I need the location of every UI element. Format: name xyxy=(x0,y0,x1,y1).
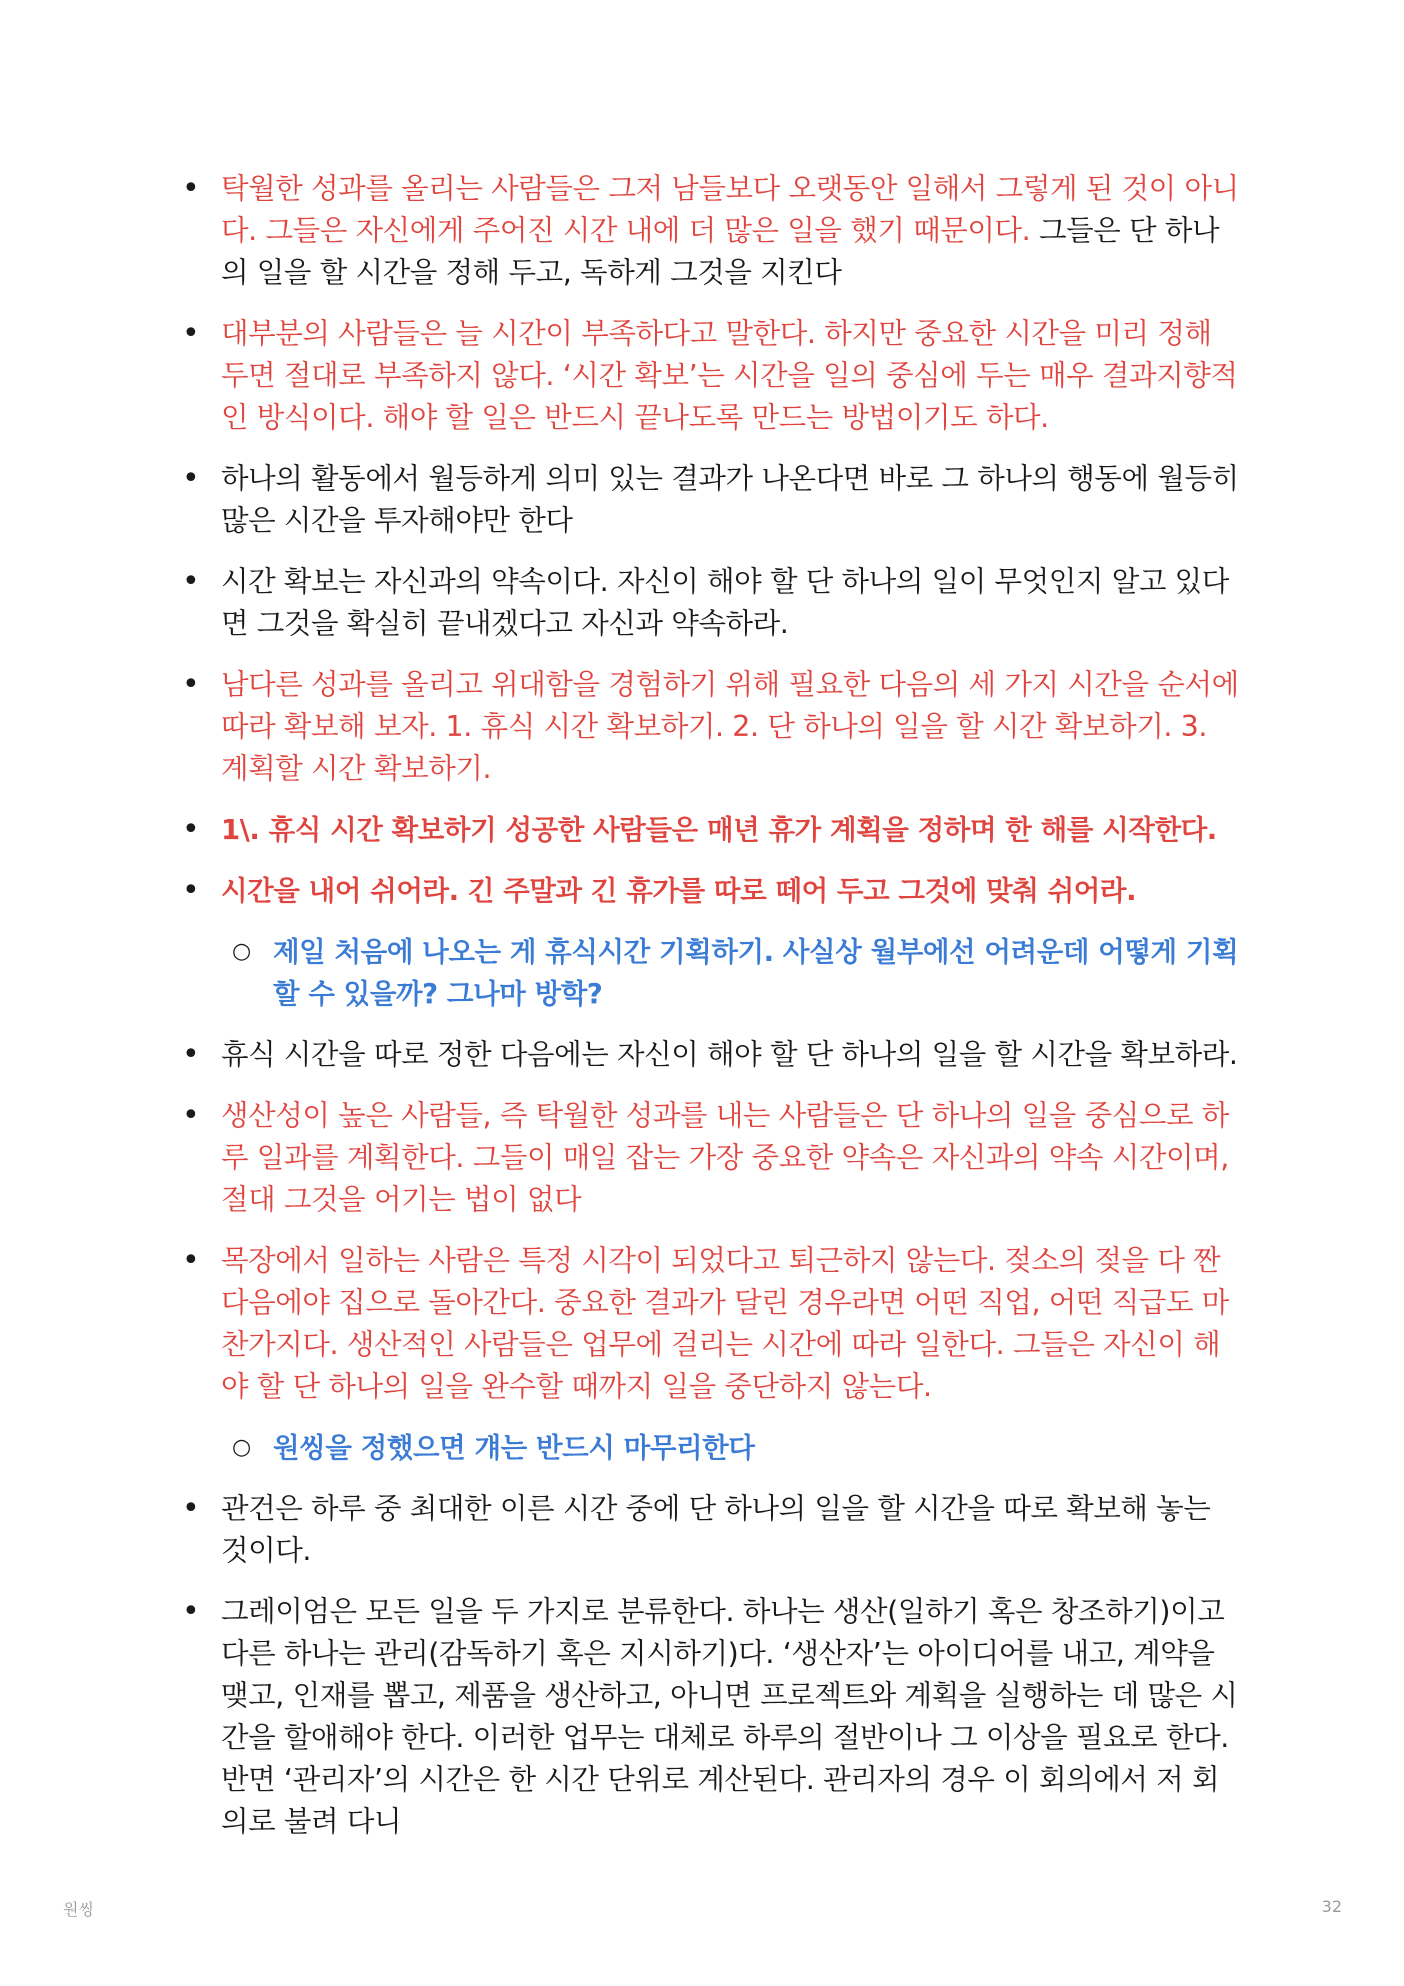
list-item xyxy=(180,809,1240,851)
bullet-icon: • xyxy=(182,1491,200,1526)
text-segment: 관건은 하루 중 최대한 이른 시간 중에 단 하나의 일을 할 시간을 따로 확보해 놓는 것이다. xyxy=(221,1492,1211,1567)
text-segment: 원씽을 정했으면 걔는 반드시 마무리한다 xyxy=(273,1432,755,1464)
list-item xyxy=(180,1034,1240,1076)
text-segment: 하나의 활동에서 월등하게 의미 있는 결과가 나온다면 바로 그 하나의 행동에 월등히 많은 시간을 투자해야만 한다 xyxy=(221,462,1239,537)
sub-list-item xyxy=(180,1427,1240,1469)
text-segment: 시간 확보는 자신과의 약속이다. 자신이 해야 할 단 하나의 일이 무엇인지 알고 있다면 그것을 확실히 끝내겠다고 자신과 약속하라. xyxy=(221,565,1229,640)
bullet-icon: • xyxy=(182,564,200,599)
circle-bullet-icon: ○ xyxy=(232,1435,251,1460)
bullet-icon: • xyxy=(182,461,200,496)
footer-title: 원씽 xyxy=(63,1900,94,1919)
text-segment: 시간을 내어 쉬어라. 긴 주말과 긴 휴가를 따로 떼어 두고 그것에 맞춰 쉬어라. xyxy=(221,875,1137,907)
list-item xyxy=(180,561,1240,645)
bullet-icon: • xyxy=(182,812,200,847)
bullet-icon: • xyxy=(182,1098,200,1133)
notes-list xyxy=(180,168,1240,1862)
list-item xyxy=(180,313,1240,439)
bullet-icon: • xyxy=(182,873,200,908)
list-item xyxy=(180,664,1240,790)
list-item xyxy=(180,1488,1240,1572)
text-segment: 남다른 성과를 올리고 위대함을 경험하기 위해 필요한 다음의 세 가지 시간을 순서에 따라 확보해 보자. 1. 휴식 시간 확보하기. 2. 단 하나의 일을 할 시간 확보하기. 3. 계획할 시간 확보하기. xyxy=(221,668,1239,785)
list-item xyxy=(180,168,1240,294)
text-segment: 그레이엄은 모든 일을 두 가지로 분류한다. 하나는 생산(일하기 혹은 창조하기)이고 다른 하나는 관리(감독하기 혹은 지시하기)다. ‘생산자’는 아이디어를 내고, 계약을 맺고, 인재를 뽑고, 제품을 생산하고, 아니면 프로젝트와 계획을 실행하는 데 많은 시간을 할애해야 한다. 이러한 업무는 대체로 하루의 절반이나 그 이상을 필요로 한다. 반면 ‘관리자’의 시간은 한 시간 단위로 계산된다. 관리자의 경우 이 회의에서 저 회의로 불려 다니 xyxy=(221,1595,1238,1838)
bullet-icon: • xyxy=(182,316,200,351)
page-number: 32 xyxy=(1321,1897,1342,1916)
list-item xyxy=(180,870,1240,912)
list-item xyxy=(180,1591,1240,1843)
text-segment: 그들은 단 하나의 일을 할 시간을 정해 두고, 독하게 그것을 지킨다 xyxy=(221,214,1220,289)
bullet-icon: • xyxy=(182,1594,200,1629)
text-segment: 휴식 시간을 따로 정한 다음에는 자신이 해야 할 단 하나의 일을 할 시간을 확보하라. xyxy=(221,1038,1238,1071)
text-segment: 생산성이 높은 사람들, 즉 탁월한 성과를 내는 사람들은 단 하나의 일을 중심으로 하루 일과를 계획한다. 그들이 매일 잡는 가장 중요한 약속은 자신과의 약속 시간이며, 절대 그것을 어기는 법이 없다 xyxy=(221,1099,1229,1216)
bullet-icon: • xyxy=(182,171,200,206)
text-segment: 1\. 휴식 시간 확보하기 성공한 사람들은 매년 휴가 계획을 정하며 한 해를 시작한다. xyxy=(221,814,1217,846)
list-item xyxy=(180,1240,1240,1408)
bullet-icon: • xyxy=(182,1243,200,1278)
bullet-icon: • xyxy=(182,1037,200,1072)
list-item xyxy=(180,458,1240,542)
text-segment: 대부분의 사람들은 늘 시간이 부족하다고 말한다. 하지만 중요한 시간을 미리 정해 두면 절대로 부족하지 않다. ‘시간 확보’는 시간을 일의 중심에 두는 매우 결과지향적인 방식이다. 해야 할 일은 반드시 끝나도록 만드는 방법이기도 하다. xyxy=(221,317,1238,434)
text-segment: 제일 처음에 나오는 게 휴식시간 기획하기. 사실상 월부에선 어려운데 어떻게 기획할 수 있을까? 그나마 방학? xyxy=(273,936,1239,1010)
circle-bullet-icon: ○ xyxy=(232,939,251,964)
sub-list-item xyxy=(180,931,1240,1015)
bullet-icon: • xyxy=(182,667,200,702)
text-segment: 목장에서 일하는 사람은 특정 시각이 되었다고 퇴근하지 않는다. 젖소의 젖을 다 짠 다음에야 집으로 돌아간다. 중요한 결과가 달린 경우라면 어떤 직업, 어떤 직급도 마찬가지다. 생산적인 사람들은 업무에 걸리는 시간에 따라 일한다. 그들은 자신이 해야 할 단 하나의 일을 완수할 때까지 일을 중단하지 않는다. xyxy=(221,1244,1229,1403)
list-item xyxy=(180,1095,1240,1221)
text-segment: 탁월한 성과를 올리는 사람들은 그저 남들보다 오랫동안 일해서 그렇게 된 것이 아니다. 그들은 자신에게 주어진 시간 내에 더 많은 일을 했기 때문이다. xyxy=(221,172,1239,247)
